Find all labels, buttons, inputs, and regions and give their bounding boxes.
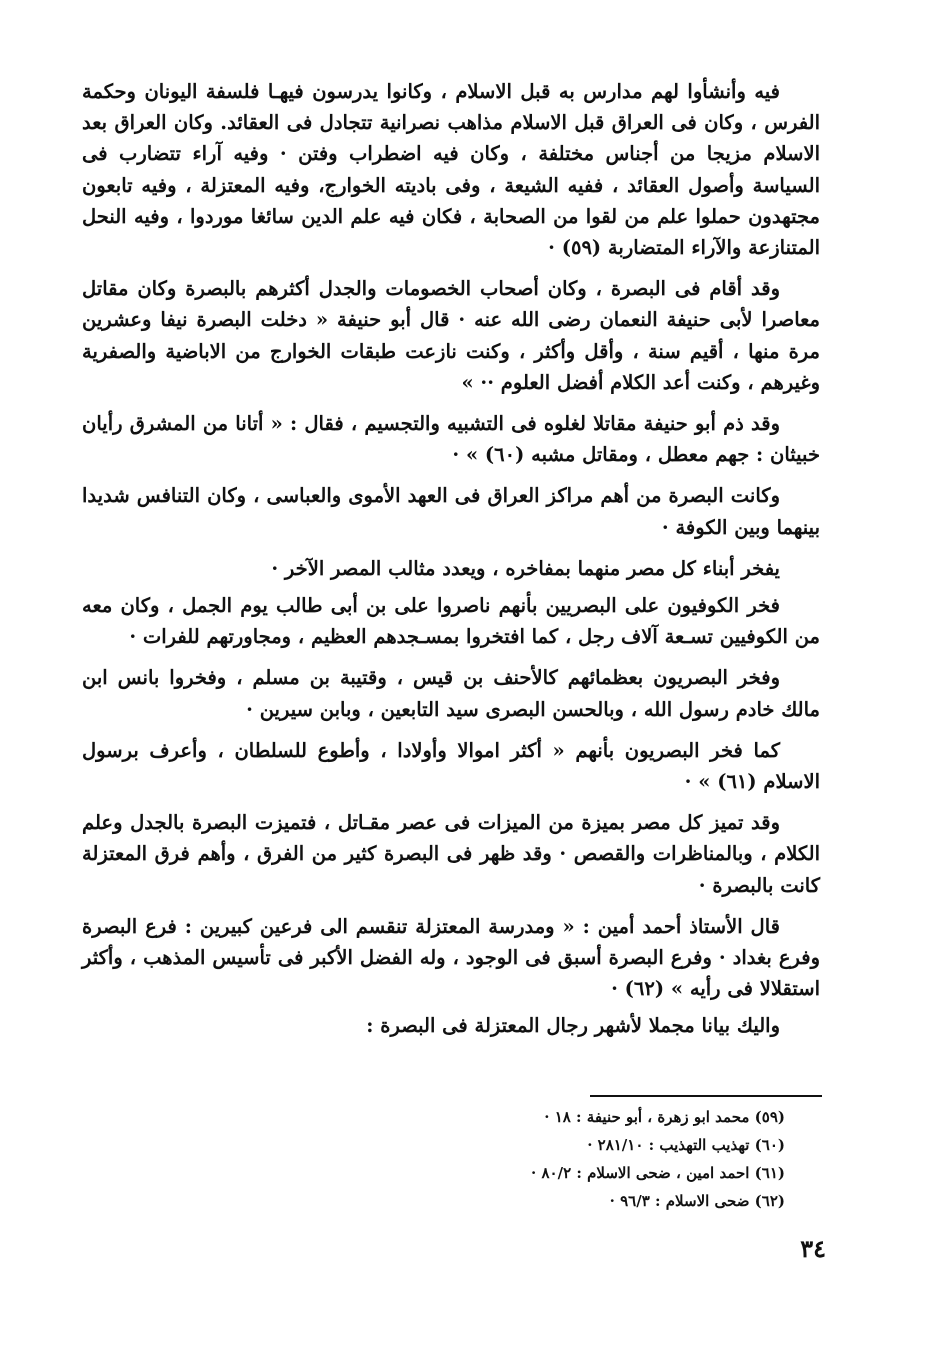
footnote-separator xyxy=(590,1095,822,1097)
paragraph-1: فيه وأنشأوا لهم مدارس به قبل الاسلام ، وكانوا يدرسون فيهـا فلسفة اليونان وحكمة الفرس ، وكان فى العراق قبل الاسلام مذاهب نصرانية تتجادل فى العقائد. وكان العراق بعد الاسلام مزيجا من أجناس مختلفة ، وكان فيه اضطراب وفتن · وفيه آراء تتضارب فى السياسة وأصول العقائد ، ففيه الشيعة ، وفى باديته الخوارج، وفيه المعتزلة ، وفيه تابعون مجتهدون حملوا علم من لقوا من الصحابة ، فكان فيه علم الدين سائغا موردوا ، وفيه النحل المتنازعة والآراء المتضاربة (٥٩) · xyxy=(82,80,820,260)
page-number: ٣٤ xyxy=(800,1234,826,1263)
footnote-59: (٥٩) محمد ابو زهرة ، أبو حنيفة : ١٨ · xyxy=(544,1108,785,1126)
paragraph-5: يفخر أبناء كل مصر منهما بمفاخره ، ويعدد مثالب المصر الآخر · xyxy=(271,556,780,580)
paragraph-8: كما فخر البصريون بأنهم « أكثر اموالا وأولادا ، وأطوع للسلطان ، وأعرف برسول الاسلام (٦١) » · xyxy=(82,738,820,794)
paragraph-9: وقد تميز كل مصر بميزة من الميزات فى عصر مقـاتل ، فتميزت البصرة بالجدل وعلم الكلام ، وبالمناظرات والقصص · وقد ظهر فى البصرة كثير من الفرق ، وأهم فرق المعتزلة كانت بالبصرة · xyxy=(82,811,820,897)
paragraph-6: فخر الكوفيون على البصريين بأنهم ناصروا على بن أبى طالب يوم الجمل ، وكان معه من الكوفيين تسـعة آلاف رجل ، كما افتخروا بمسـجدهم العظيم ، ومجاورتهم للفرات · xyxy=(82,594,820,649)
paragraph-2: وقد أقام فى البصرة ، وكان أصحاب الخصومات والجدل أكثرهم بالبصرة وكان مقاتل معاصرا لأبى حنيفة النعمان رضى الله عنه · قال أبو حنيفة « دخلت البصرة نيفا وعشرين مرة منها ، أقيم سنة ، وأقل وأكثر ، وكنت نازعت طبقات الخوارج من الاباضية والصفرية وغيرهم ، وكنت أعد الكلام أفضل العلوم ·· » xyxy=(82,277,820,394)
paragraph-10: قال الأستاذ أحمد أمين : « ومدرسة المعتزلة تنقسم الى فرعين كبيرين : فرع البصرة وفرع بغداد · وفرع البصرة أسبق فى الوجود ، وله الفضل الأكبر فى تأسيس المذهب ، وأكثر استقلالا فى رأيه » (٦٢) · xyxy=(82,914,820,1001)
paragraph-11: واليك بيانا مجملا لأشهر رجال المعتزلة فى البصرة : xyxy=(366,1014,780,1038)
paragraph-3: وقد ذم أبو حنيفة مقاتلا لغلوه فى التشبيه والتجسيم ، فقال : « أتانا من المشرق رأيان خبيثان : جهم معطل ، ومقاتل مشبه (٦٠) » · xyxy=(82,412,820,467)
footnotes xyxy=(400,1103,785,1215)
footnote-61: (٦١) احمد امين ، ضحى الاسلام : ٨٠/٢ · xyxy=(531,1164,785,1182)
footnote-62: (٦٢) ضحى الاسلام : ٩٦/٣ · xyxy=(609,1192,785,1210)
body-text xyxy=(82,76,820,1052)
footnote-60: (٦٠) تهذيب التهذيب : ٢٨١/١٠ · xyxy=(587,1136,785,1154)
paragraph-4: وكانت البصرة من أهم مراكز العراق فى العهد الأموى والعباسى ، وكان التنافس شديدا بينهما وبين الكوفة · xyxy=(82,484,820,539)
paragraph-7: وفخر البصريون بعظمائهم كالأحنف بن قيس ، وقتيبة بن مسلم ، وفخروا بانس ابن مالك خادم رسول الله ، وبالحسن البصرى سيد التابعين ، وبابن سيرين · xyxy=(82,666,820,721)
